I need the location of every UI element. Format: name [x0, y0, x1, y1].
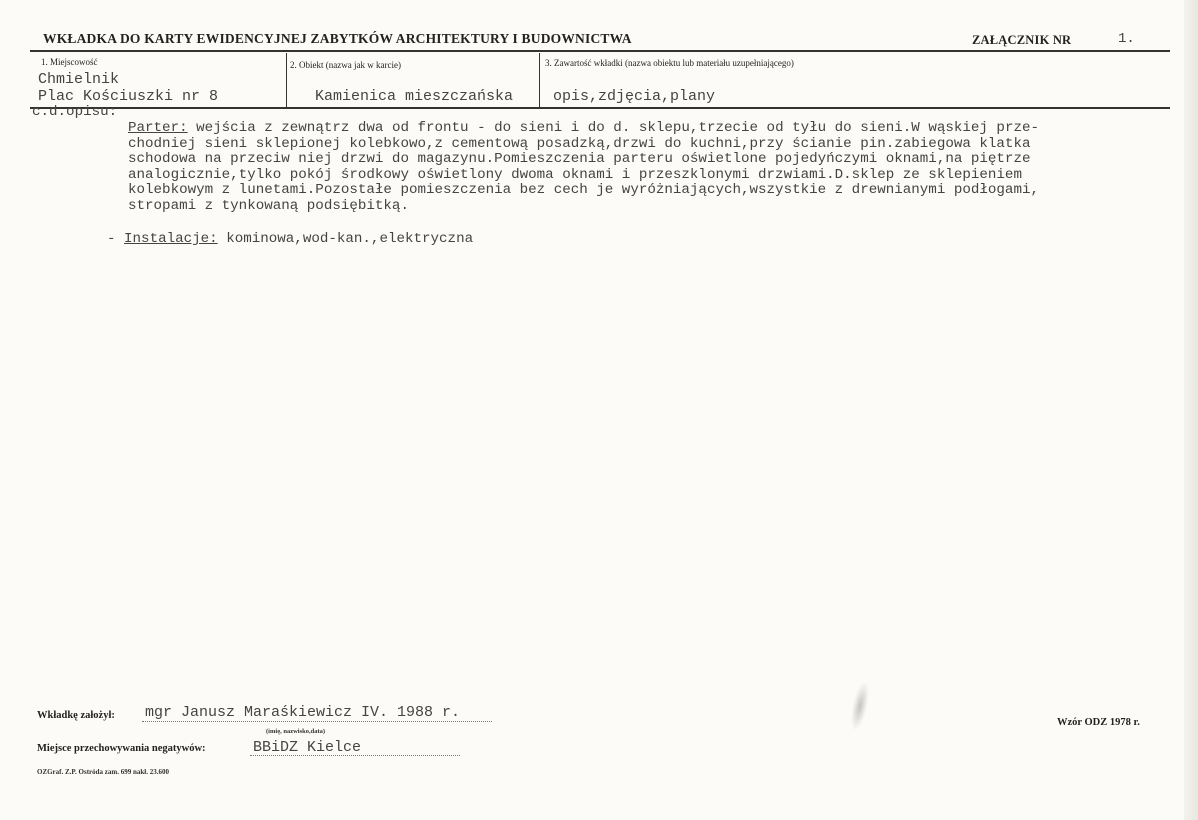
author-value: mgr Janusz Maraśkiewicz IV. 1988 r. — [145, 704, 461, 721]
attachment-number: 1. — [1118, 31, 1135, 47]
attachment-label: ZAŁĄCZNIK NR — [972, 33, 1072, 47]
form-version: Wzór ODZ 1978 r. — [1057, 717, 1140, 728]
continuation-label: c.d.opisu: — [32, 104, 118, 120]
installations-dash: - — [107, 231, 125, 247]
description-line: analogicznie,tylko pokój środkowy oświetlony dwoma oknami i przeszklonymi drzwiami.D.sklep ze sklepieniem — [128, 166, 1022, 183]
card-title: WKŁADKA DO KARTY EWIDENCYJNEJ ZABYTKÓW ARCHITEKTURY I BUDOWNICTWA — [43, 31, 632, 46]
description-text — [128, 121, 1188, 215]
negatives-value: BBiDZ Kielce — [253, 739, 362, 756]
fields-bottom-rule — [30, 107, 1170, 109]
description-line: schodowa na przeciw niej drzwi do magazynu.Pomieszczenia parteru oświetlone pojedyńczymi oknami,na piętrze — [128, 151, 1031, 168]
description-line: stropami z tynkowaną podsiębitką. — [128, 197, 409, 214]
field-label-miejscowosc: 1. Miejscowość — [41, 57, 98, 67]
installations-line — [107, 231, 473, 247]
obiekt-value: Kamienica mieszczańska — [315, 88, 514, 105]
parter-heading: Parter: — [128, 120, 188, 136]
field-label-zawartosc: 3. Zawartość wkładki (nazwa obiektu lub materiału uzupełniającego) — [545, 58, 794, 68]
installations-text: kominowa,wod-kan.,elektryczna — [217, 231, 474, 247]
author-dotted-line — [142, 721, 492, 722]
negatives-dotted-line — [250, 755, 460, 756]
description-line: chodniej sieni sklepionej kolebkowo,z cementową posadzką,drzwi do kuchni,przy ścianie pin.zabiegowa klatka — [128, 135, 1031, 152]
field-divider-2 — [539, 53, 540, 107]
author-hint: (imię, nazwisko,data) — [266, 728, 326, 735]
miejscowosc-line1: Chmielnik — [38, 71, 120, 88]
description-line: kolebkowym z lunetami.Pozostałe pomieszczenia bez cech je wyróżniających,wszystkie z drewnianymi podłogami, — [128, 182, 1039, 199]
print-info: OZGraf. Z.P. Ostróda zam. 699 nakł. 23.600 — [37, 768, 169, 776]
zawartosc-value: opis,zdjęcia,plany — [553, 88, 716, 105]
negatives-label: Miejsce przechowywania negatywów: — [37, 743, 206, 754]
field-label-obiekt: 2. Obiekt (nazwa jak w karcie) — [290, 60, 401, 70]
header-rule — [30, 50, 1170, 52]
miejscowosc-line2: Plac Kościuszki nr 8 — [38, 88, 219, 105]
field-divider-1 — [286, 53, 287, 107]
installations-heading: Instalacje: — [124, 231, 218, 247]
description-line: wejścia z zewnątrz dwa od frontu - do sieni i do d. sklepu,trzecie od tyłu do sieni.W wąskiej prze- — [187, 120, 1039, 136]
author-label: Wkładkę założył: — [37, 710, 115, 721]
